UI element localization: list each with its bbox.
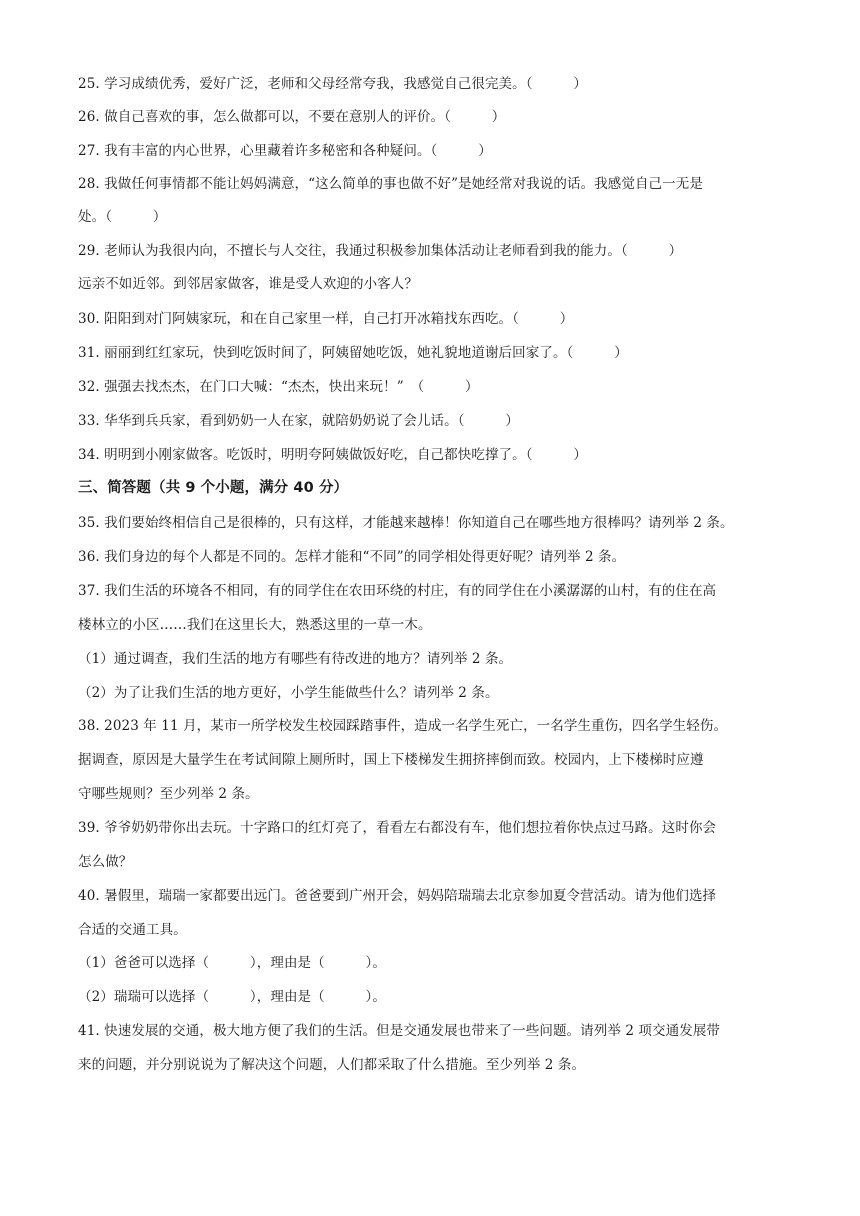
question-28-line-2: 处。（ ） (78, 209, 167, 225)
question-37-line-1: 37. 我们生活的环境各不相同，有的同学住在农田环绕的村庄，有的同学住在小溪潺潺的山村，有的住在高 (78, 583, 717, 599)
question-33: 33. 华华到兵兵家，看到奶奶一人在家，就陪奶奶说了会儿话。（ ） (78, 413, 520, 429)
question-40-part-2: （2）瑞瑞可以选择（ ），理由是（ ）。 (78, 989, 386, 1005)
question-31: 31. 丽丽到红红家玩，快到吃饭时间了，阿姨留她吃饭，她礼貌地道谢后回家了。（ ） (78, 345, 628, 361)
question-37-line-2: 楼林立的小区……我们在这里长大，熟悉这里的一草一木。 (78, 617, 432, 633)
question-39-line-1: 39. 爷爷奶奶带你出去玩。十字路口的红灯亮了，看看左右都没有车，他们想拉着你快点过马路。这时你会 (78, 820, 717, 836)
question-36: 36. 我们身边的每个人都是不同的。怎样才能和“不同”的同学相处得更好呢？请列举 2 条。 (78, 549, 626, 565)
question-28-line-1: 28. 我做任何事情都不能让妈妈满意，“这么简单的事也做不好”是她经常对我说的话。我感觉自己一无是 (78, 176, 703, 192)
question-32: 32. 强强去找杰杰，在门口大喊：“杰杰，快出来玩！” （ ） (78, 379, 479, 395)
question-34: 34. 明明到小刚家做客。吃饭时，明明夸阿姨做饭好吃，自己都快吃撑了。（ ） (78, 447, 588, 463)
question-29: 29. 老师认为我很内向，不擅长与人交往，我通过积极参加集体活动让老师看到我的能力。（ ） (78, 243, 683, 259)
question-26: 26. 做自己喜欢的事，怎么做都可以，不要在意别人的评价。（ ） (78, 109, 506, 125)
question-38-line-2: 据调查，原因是大量学生在考试间隙上厕所时，国上下楼梯发生拥挤摔倒而致。校园内，上下楼梯时应遵 (78, 752, 704, 768)
question-40-part-1: （1）爸爸可以选择（ ），理由是（ ）。 (78, 955, 386, 971)
question-38-line-3: 守哪些规则？至少列举 2 条。 (78, 786, 259, 802)
question-40-line-2: 合适的交通工具。 (78, 922, 187, 938)
question-37-part-1: （1）通过调查，我们生活的地方有哪些有待改进的地方？请列举 2 条。 (78, 651, 513, 667)
section-heading-short-answer: 三、简答题（共 9 个小题，满分 40 分） (78, 480, 349, 496)
question-39-line-2: 怎么做？ (78, 854, 133, 870)
question-41-line-1: 41. 快速发展的交通，极大地方便了我们的生活。但是交通发展也带来了一些问题。请列举 2 项交通发展带 (78, 1023, 721, 1039)
question-38-line-1: 38. 2023 年 11 月，某市一所学校发生校园踩踏事件，造成一名学生死亡，一名学生重伤，四名学生轻伤。 (78, 718, 728, 734)
question-27: 27. 我有丰富的内心世界，心里藏着许多秘密和各种疑问。（ ） (78, 143, 492, 159)
question-30: 30. 阳阳到对门阿姨家玩，和在自己家里一样，自己打开冰箱找东西吃。（ ） (78, 311, 574, 327)
question-35: 35. 我们要始终相信自己是很棒的，只有这样，才能越来越棒！你知道自己在哪些地方很棒吗？请列举 2 条。 (78, 515, 734, 531)
question-37-part-2: （2）为了让我们生活的地方更好，小学生能做些什么？请列举 2 条。 (78, 685, 499, 701)
section-intro-neighbors: 远亲不如近邻。到邻居家做客，谁是受人欢迎的小客人？ (78, 276, 418, 292)
question-41-line-2: 来的问题，并分别说说为了解决这个问题，人们都采取了什么措施。至少列举 2 条。 (78, 1057, 586, 1073)
question-25: 25. 学习成绩优秀，爱好广泛，老师和父母经常夸我，我感觉自己很完美。（ ） (78, 76, 588, 92)
question-40-line-1: 40. 暑假里，瑞瑞一家都要出远门。爸爸要到广州开会，妈妈陪瑞瑞去北京参加夏令营活动。请为他们选择 (78, 888, 717, 904)
